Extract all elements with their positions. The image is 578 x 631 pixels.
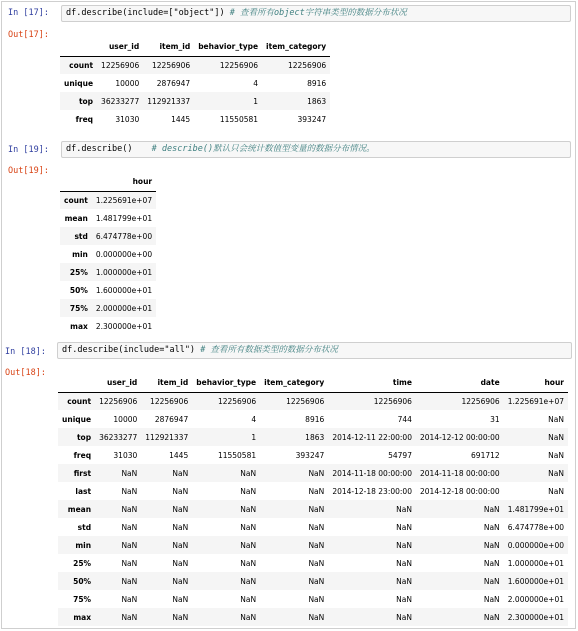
table-row xyxy=(60,281,156,299)
column-header: time xyxy=(328,374,416,392)
column-header: item_category xyxy=(262,38,330,56)
table-cell: NaN xyxy=(240,558,257,568)
table-cell: 1 xyxy=(253,96,259,106)
row-label: std xyxy=(77,522,92,532)
table-cell: NaN xyxy=(172,594,189,604)
table-cell: NaN xyxy=(548,486,564,496)
table-cell: 112921337 xyxy=(147,96,191,106)
dataframe-table xyxy=(60,173,156,335)
column-header: user_id xyxy=(95,374,141,392)
table-cell: 393247 xyxy=(295,450,325,460)
table-cell: NaN xyxy=(121,612,138,622)
table-cell: 112921337 xyxy=(145,432,189,442)
table-cell: NaN xyxy=(308,540,325,550)
table-row xyxy=(60,110,330,128)
table-cell: NaN xyxy=(172,612,189,622)
row-label: last xyxy=(75,486,92,496)
column-header: behavior_type xyxy=(192,374,260,392)
table-cell: 31030 xyxy=(115,114,140,124)
table-row xyxy=(58,446,568,464)
table-cell: NaN xyxy=(308,612,325,622)
row-label: 50% xyxy=(73,576,92,586)
table-cell: NaN xyxy=(240,486,257,496)
table-cell: NaN xyxy=(396,612,412,622)
table-cell: 12256906 xyxy=(286,396,325,406)
code-input-cell[interactable] xyxy=(61,5,571,22)
table-cell: NaN xyxy=(172,504,189,514)
table-cell: 36233277 xyxy=(101,96,140,106)
table-cell: NaN xyxy=(240,612,257,622)
table-cell: NaN xyxy=(308,594,325,604)
table-cell: 11550581 xyxy=(219,114,259,124)
table-cell: 1.000000e+01 xyxy=(507,558,564,568)
table-cell: 12256906 xyxy=(101,60,140,70)
table-cell: NaN xyxy=(121,540,138,550)
table-cell: 2014-11-18 00:00:00 xyxy=(332,468,412,478)
table-cell: 36233277 xyxy=(99,432,138,442)
table-cell: 1445 xyxy=(171,114,191,124)
code-text: df.describe(include="all") xyxy=(62,345,196,355)
table-cell: NaN xyxy=(240,594,257,604)
table-cell: NaN xyxy=(172,540,189,550)
table-cell: NaN xyxy=(396,522,412,532)
row-label: 75% xyxy=(69,303,88,313)
table-row xyxy=(58,428,568,446)
index-header xyxy=(60,173,92,191)
input-prompt: In [18]: xyxy=(5,347,46,357)
column-header: date xyxy=(416,374,504,392)
code-comment: # describe()默认只会统计数值型变量的数据分布情况。 xyxy=(151,144,375,154)
table-cell: 2014-12-12 00:00:00 xyxy=(420,432,500,442)
table-cell: NaN xyxy=(121,522,138,532)
table-cell: 1.225691e+07 xyxy=(95,195,153,205)
table-cell: 1.600000e+01 xyxy=(507,576,564,586)
table-cell: 12256906 xyxy=(99,396,138,406)
table-cell: 1.000000e+01 xyxy=(95,267,153,277)
table-cell: NaN xyxy=(483,504,500,514)
table-cell: NaN xyxy=(240,504,257,514)
table-cell: NaN xyxy=(308,468,325,478)
table-cell: NaN xyxy=(172,468,189,478)
table-cell: 10000 xyxy=(113,414,138,424)
table-cell: NaN xyxy=(483,558,500,568)
table-cell: NaN xyxy=(172,558,189,568)
table-cell: NaN xyxy=(240,522,257,532)
table-cell: NaN xyxy=(548,450,564,460)
column-header: item_category xyxy=(260,374,328,392)
table-row xyxy=(60,317,156,335)
table-cell: NaN xyxy=(483,594,500,604)
row-label: 75% xyxy=(73,594,92,604)
row-label: freq xyxy=(75,114,94,124)
table-row xyxy=(58,536,568,554)
table-cell: NaN xyxy=(121,558,138,568)
column-header: hour xyxy=(504,374,568,392)
index-header xyxy=(58,374,95,392)
row-label: top xyxy=(78,96,94,106)
table-cell: NaN xyxy=(308,504,325,514)
table-cell: 691712 xyxy=(471,450,500,460)
table-row xyxy=(60,74,330,92)
table-row xyxy=(58,500,568,518)
table-cell: 54797 xyxy=(388,450,412,460)
table-header-row xyxy=(58,374,568,392)
table-cell: 0.000000e+00 xyxy=(95,249,153,259)
table-cell: 2014-12-18 23:00:00 xyxy=(332,486,412,496)
table-cell: 1863 xyxy=(307,96,327,106)
table-cell: 1.600000e+01 xyxy=(95,285,153,295)
table-cell: 2014-12-11 22:00:00 xyxy=(332,432,412,442)
row-label: first xyxy=(73,468,92,478)
row-label: count xyxy=(67,396,92,406)
code-comment: # 查看所有object字符串类型的数据分布状况 xyxy=(229,8,407,18)
table-row xyxy=(58,572,568,590)
table-cell: NaN xyxy=(548,468,564,478)
row-label: min xyxy=(72,249,88,259)
table-cell: NaN xyxy=(308,522,325,532)
code-input-cell[interactable] xyxy=(57,342,572,359)
row-label: max xyxy=(73,612,92,622)
table-cell: NaN xyxy=(121,468,138,478)
table-cell: NaN xyxy=(172,486,189,496)
table-cell: NaN xyxy=(548,432,564,442)
table-row xyxy=(58,464,568,482)
table-cell: NaN xyxy=(121,576,138,586)
row-label: unique xyxy=(64,78,94,88)
table-cell: NaN xyxy=(121,504,138,514)
column-header: hour xyxy=(92,173,156,191)
row-label: 25% xyxy=(69,267,88,277)
table-cell: NaN xyxy=(396,594,412,604)
row-label: 25% xyxy=(73,558,92,568)
table-cell: NaN xyxy=(483,576,500,586)
table-header-row xyxy=(60,173,156,191)
table-cell: 393247 xyxy=(297,114,327,124)
table-row xyxy=(60,209,156,227)
code-comment: # 查看所有数据类型的数据分布状况 xyxy=(200,345,338,355)
table-cell: 1.225691e+07 xyxy=(507,396,564,406)
table-cell: 744 xyxy=(397,414,412,424)
table-cell: 2014-11-18 00:00:00 xyxy=(420,468,500,478)
table-cell: 1.481799e+01 xyxy=(507,504,564,514)
column-header: item_id xyxy=(141,374,192,392)
table-cell: 1445 xyxy=(169,450,189,460)
table-cell: NaN xyxy=(308,486,325,496)
table-cell: 0.000000e+00 xyxy=(507,540,564,550)
table-cell: NaN xyxy=(240,540,257,550)
table-cell: NaN xyxy=(548,414,564,424)
table-cell: NaN xyxy=(308,558,325,568)
row-label: 50% xyxy=(69,285,88,295)
table-row xyxy=(60,92,330,110)
table-cell: 12256906 xyxy=(152,60,191,70)
table-cell: NaN xyxy=(483,612,500,622)
table-cell: NaN xyxy=(483,540,500,550)
table-row xyxy=(58,608,568,626)
code-text: df.describe() xyxy=(66,144,133,154)
input-prompt: In [19]: xyxy=(8,145,49,155)
table-row xyxy=(58,590,568,608)
row-label: top xyxy=(76,432,92,442)
table-cell: 12256906 xyxy=(287,60,327,70)
column-header: behavior_type xyxy=(194,38,262,56)
table-cell: 11550581 xyxy=(217,450,257,460)
table-cell: 2.300000e+01 xyxy=(507,612,564,622)
column-header: item_id xyxy=(143,38,194,56)
table-row xyxy=(58,410,568,428)
table-cell: 1.481799e+01 xyxy=(95,213,153,223)
table-cell: 6.474778e+00 xyxy=(507,522,564,532)
table-cell: 12256906 xyxy=(150,396,189,406)
table-cell: 12256906 xyxy=(461,396,500,406)
code-text: df.describe(include=["object"]) xyxy=(66,8,225,18)
table-row xyxy=(58,554,568,572)
table-cell: 1863 xyxy=(305,432,325,442)
table-header-row xyxy=(60,38,330,56)
index-header xyxy=(60,38,97,56)
row-label: min xyxy=(75,540,92,550)
output-prompt: Out[18]: xyxy=(5,368,46,378)
table-cell: 10000 xyxy=(115,78,140,88)
table-cell: NaN xyxy=(240,468,257,478)
table-cell: NaN xyxy=(396,576,412,586)
table-cell: NaN xyxy=(121,594,138,604)
table-cell: NaN xyxy=(121,486,138,496)
table-row xyxy=(60,299,156,317)
table-cell: 4 xyxy=(251,414,257,424)
table-cell: 12256906 xyxy=(217,396,257,406)
row-label: freq xyxy=(73,450,92,460)
table-cell: 2014-12-18 00:00:00 xyxy=(420,486,500,496)
table-row xyxy=(60,227,156,245)
table-cell: NaN xyxy=(396,558,412,568)
row-label: max xyxy=(70,321,88,331)
table-cell: NaN xyxy=(483,522,500,532)
table-row xyxy=(60,191,156,209)
table-row xyxy=(60,56,330,74)
table-cell: NaN xyxy=(172,576,189,586)
table-cell: NaN xyxy=(172,522,189,532)
table-row xyxy=(60,263,156,281)
column-header: user_id xyxy=(97,38,143,56)
code-input-cell[interactable] xyxy=(61,141,571,158)
row-label: mean xyxy=(64,213,88,223)
row-label: mean xyxy=(67,504,92,514)
table-cell: NaN xyxy=(396,504,412,514)
table-row xyxy=(58,518,568,536)
table-cell: 31030 xyxy=(113,450,138,460)
table-cell: NaN xyxy=(396,540,412,550)
dataframe-table xyxy=(60,38,330,128)
table-cell: 2.000000e+01 xyxy=(95,303,153,313)
table-cell: 4 xyxy=(253,78,259,88)
table-cell: 1 xyxy=(251,432,257,442)
table-cell: 8916 xyxy=(307,78,327,88)
table-cell: 12256906 xyxy=(219,60,259,70)
table-cell: 12256906 xyxy=(373,396,412,406)
row-label: count xyxy=(64,195,88,205)
table-row xyxy=(58,482,568,500)
output-prompt: Out[19]: xyxy=(8,166,49,176)
table-row xyxy=(60,245,156,263)
table-cell: 31 xyxy=(490,414,500,424)
row-label: count xyxy=(69,60,94,70)
table-cell: 2876947 xyxy=(154,414,189,424)
table-cell: NaN xyxy=(308,576,325,586)
table-row xyxy=(58,392,568,410)
table-cell: 2.300000e+01 xyxy=(95,321,153,331)
dataframe-table xyxy=(58,374,568,626)
input-prompt: In [17]: xyxy=(8,8,49,18)
table-cell: 8916 xyxy=(305,414,325,424)
output-prompt: Out[17]: xyxy=(8,30,49,40)
table-cell: NaN xyxy=(240,576,257,586)
table-cell: 2.000000e+01 xyxy=(507,594,564,604)
table-cell: 6.474778e+00 xyxy=(95,231,153,241)
row-label: std xyxy=(74,231,88,241)
row-label: unique xyxy=(62,414,92,424)
table-cell: 2876947 xyxy=(156,78,191,88)
